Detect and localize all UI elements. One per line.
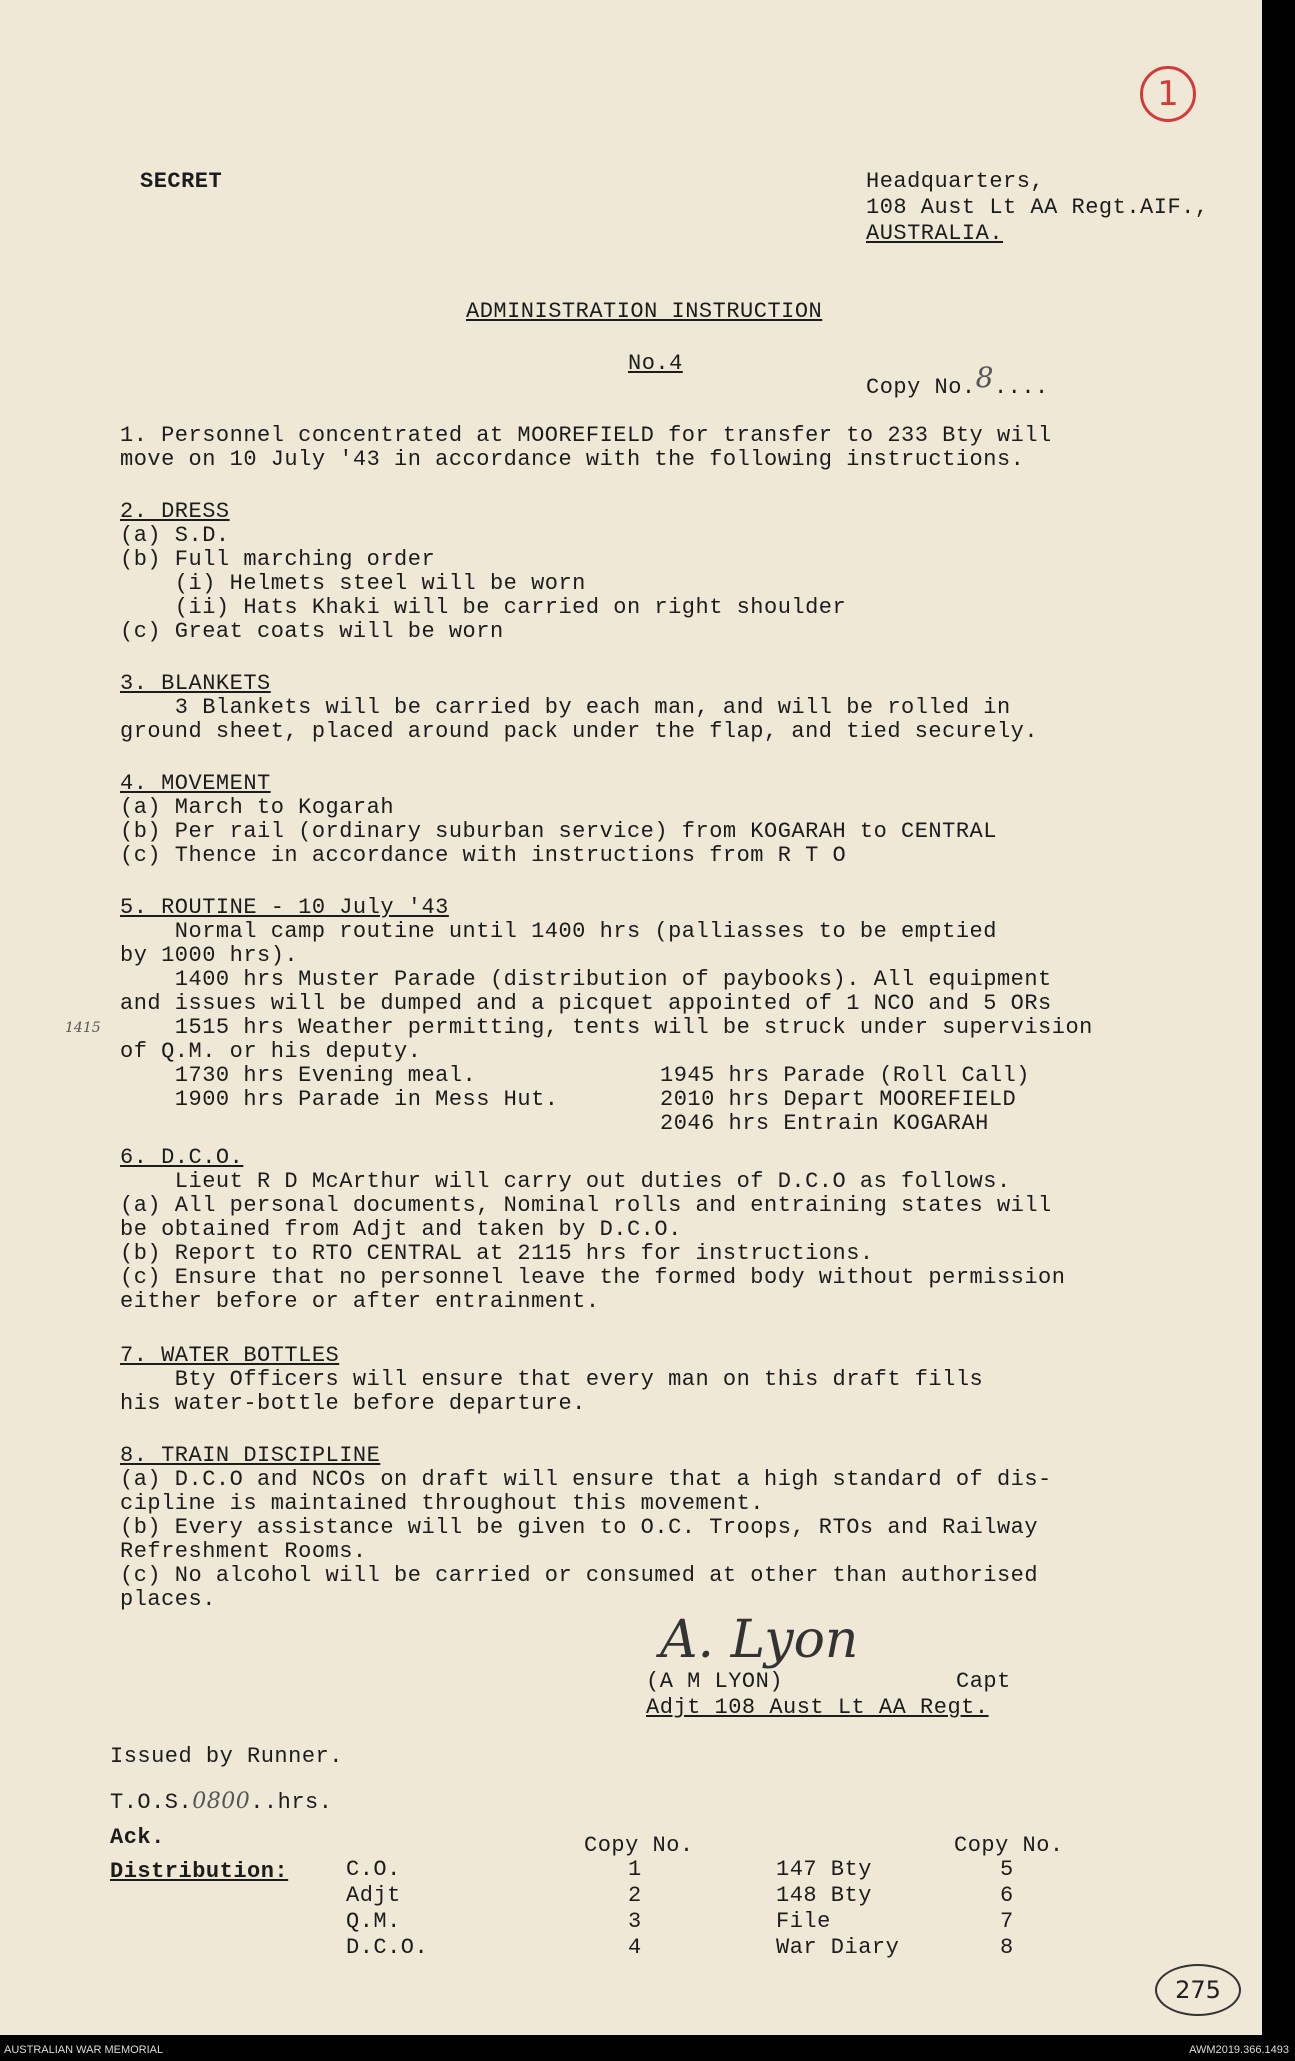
section-heading: 4. MOVEMENT — [120, 771, 271, 796]
section-heading: 5. ROUTINE - 10 July '43 — [120, 895, 449, 920]
section-heading: 7. WATER BOTTLES — [120, 1343, 340, 1368]
section-heading: 2. DRESS — [120, 499, 230, 524]
signatory-rank: Capt — [956, 1669, 1011, 1694]
distribution-copy-number: 2 — [628, 1883, 642, 1908]
hq-line3: AUSTRALIA. — [866, 221, 1004, 246]
body-line: places. — [120, 1587, 216, 1612]
document-title: ADMINISTRATION INSTRUCTION — [466, 299, 823, 324]
distribution-copy-number: 3 — [628, 1909, 642, 1934]
copy-number-handwritten: 8 — [975, 361, 994, 394]
circled-page-mark: 1 — [1140, 66, 1196, 122]
copy-no-header-left: Copy No. — [584, 1833, 694, 1858]
body-line: (ii) Hats Khaki will be carried on right shoulder — [120, 595, 847, 620]
distribution-label: Distribution: — [110, 1859, 289, 1884]
body-line: Normal camp routine until 1400 hrs (palliasses to be emptied — [120, 919, 997, 944]
body-line: either before or after entrainment. — [120, 1289, 600, 1314]
copy-no-header-right: Copy No. — [954, 1833, 1064, 1858]
section-heading: 3. BLANKETS — [120, 671, 271, 696]
tos-line: T.O.S.0800..hrs. — [110, 1789, 333, 1815]
hq-line1: Headquarters, — [866, 169, 1045, 194]
distribution-recipient: C.O. — [346, 1857, 401, 1882]
body-line: 2046 hrs Entrain KOGARAH — [660, 1111, 989, 1136]
copy-label: Copy No.8.... — [866, 361, 1049, 400]
distribution-recipient: 147 Bty — [776, 1857, 872, 1882]
body-line: move on 10 July '43 in accordance with the following instructions. — [120, 447, 1025, 472]
body-line: (a) S.D. — [120, 523, 230, 548]
distribution-recipient: 148 Bty — [776, 1883, 872, 1908]
instruction-number: No.4 — [628, 351, 683, 376]
body-line: (c) No alcohol will be carried or consumed at other than authorised — [120, 1563, 1039, 1588]
body-line: (b) Full marching order — [120, 547, 436, 572]
body-line: (b) Per rail (ordinary suburban service) from KOGARAH to CENTRAL — [120, 819, 997, 844]
handwritten-page-number: 275 — [1155, 1964, 1241, 2016]
body-line: Lieut R D McArthur will carry out duties of D.C.O as follows. — [120, 1169, 1011, 1194]
distribution-copy-number: 8 — [1000, 1935, 1014, 1960]
body-line: (c) Great coats will be worn — [120, 619, 504, 644]
footer-right: AWM2019.366.1493 — [1189, 2044, 1289, 2056]
body-line: (a) March to Kogarah — [120, 795, 395, 820]
body-line: of Q.M. or his deputy. — [120, 1039, 422, 1064]
signatory-name: (A M LYON) — [646, 1669, 784, 1694]
hq-line2: 108 Aust Lt AA Regt.AIF., — [866, 195, 1209, 220]
section-heading: 8. TRAIN DISCIPLINE — [120, 1443, 381, 1468]
classification: SECRET — [140, 169, 223, 194]
tos-handwritten: 0800 — [192, 1789, 251, 1814]
body-line: (b) Every assistance will be given to O.C. Troops, RTOs and Railway — [120, 1515, 1039, 1540]
distribution-copy-number: 7 — [1000, 1909, 1014, 1934]
distribution-recipient: D.C.O. — [346, 1935, 429, 1960]
body-line: 1945 hrs Parade (Roll Call) — [660, 1063, 1030, 1088]
body-line: 1. Personnel concentrated at MOOREFIELD for transfer to 233 Bty will — [120, 423, 1052, 448]
body-line: 1515 hrs Weather permitting, tents will be struck under supervision — [120, 1015, 1093, 1040]
body-line: 2010 hrs Depart MOOREFIELD — [660, 1087, 1017, 1112]
ack-label: Ack. — [110, 1825, 165, 1850]
body-line: 1900 hrs Parade in Mess Hut. — [120, 1087, 559, 1112]
body-line: by 1000 hrs). — [120, 943, 299, 968]
body-line: (a) All personal documents, Nominal rolls and entraining states will — [120, 1193, 1052, 1218]
body-line: (i) Helmets steel will be worn — [120, 571, 586, 596]
body-line: ground sheet, placed around pack under the flap, and tied securely. — [120, 719, 1039, 744]
body-line: (b) Report to RTO CENTRAL at 2115 hrs for instructions. — [120, 1241, 874, 1266]
body-line: 1730 hrs Evening meal. — [120, 1063, 477, 1088]
distribution-copy-number: 5 — [1000, 1857, 1014, 1882]
signatory-appointment: Adjt 108 Aust Lt AA Regt. — [646, 1695, 989, 1720]
distribution-recipient: Adjt — [346, 1883, 401, 1908]
body-line: Refreshment Rooms. — [120, 1539, 367, 1564]
signature-script: A. Lyon — [660, 1610, 859, 1670]
footer-left: AUSTRALIAN WAR MEMORIAL — [4, 2044, 164, 2056]
body-line: (c) Ensure that no personnel leave the formed body without permission — [120, 1265, 1066, 1290]
distribution-recipient: Q.M. — [346, 1909, 401, 1934]
body-line: and issues will be dumped and a picquet appointed of 1 NCO and 5 ORs — [120, 991, 1052, 1016]
issued-by: Issued by Runner. — [110, 1744, 343, 1769]
body-line: 3 Blankets will be carried by each man, and will be rolled in — [120, 695, 1011, 720]
distribution-recipient: War Diary — [776, 1935, 900, 1960]
body-line: cipline is maintained throughout this movement. — [120, 1491, 765, 1516]
distribution-copy-number: 4 — [628, 1935, 642, 1960]
distribution-copy-number: 1 — [628, 1857, 642, 1882]
distribution-copy-number: 6 — [1000, 1883, 1014, 1908]
distribution-recipient: File — [776, 1909, 831, 1934]
body-line: his water-bottle before departure. — [120, 1391, 586, 1416]
body-line: (a) D.C.O and NCOs on draft will ensure that a high standard of dis- — [120, 1467, 1052, 1492]
body-line: (c) Thence in accordance with instructions from R T O — [120, 843, 847, 868]
body-line: Bty Officers will ensure that every man on this draft fills — [120, 1367, 984, 1392]
body-line: be obtained from Adjt and taken by D.C.O. — [120, 1217, 682, 1242]
side-note: 1415 — [65, 1020, 101, 1036]
body-line: 1400 hrs Muster Parade (distribution of paybooks). All equipment — [120, 967, 1052, 992]
section-heading: 6. D.C.O. — [120, 1145, 244, 1170]
